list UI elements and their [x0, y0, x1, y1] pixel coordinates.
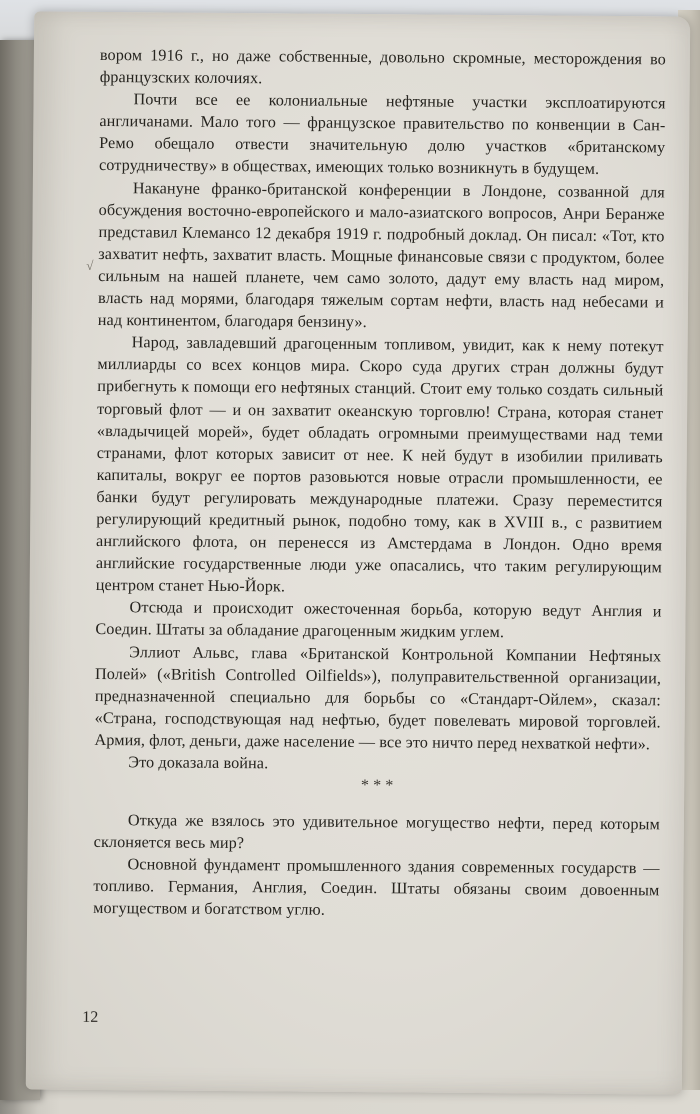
paragraph-continuation: вором 1916 г., но даже собственные, довольно скромные, месторождения во французских колочиях. — [99, 45, 666, 88]
paragraph: Отсюда и происходит ожесточенная борьба, которую ведут Англия и Соедин. Штаты за обладание драгоценным жидким углем. — [95, 598, 662, 642]
page-text — [93, 44, 666, 924]
book-page — [26, 11, 690, 1094]
paragraph: Основной фундамент промышленного здания современных государств — топливо. Германия, Англия, Соедин. Штаты обязаны своим довоенным могуществом и богатством углю. — [93, 855, 660, 920]
paragraph: Эллиот Альвс, глава «Британской Контрольной Компании Нефтяных Полей» («British Controlled Oilfields»), полуправительственной организации, предназначенной специально для борьбы со «Стандарт-Ойлем», сказал: «Страна, господствующая над нефтью, будет повелевать мировой торговлей. Армия, флот, деньги, даже население — все это ничто перед нехваткой нефти». — [94, 642, 662, 754]
paragraph: Откуда же взялось это удивительное могущество нефти, перед которым склоняется весь мир? — [93, 811, 660, 853]
pencil-check-mark: √ — [86, 257, 94, 273]
page-number: 12 — [82, 1008, 99, 1026]
section-divider: * * * — [360, 777, 394, 795]
paragraph: Это доказала война. — [128, 753, 269, 773]
paragraph: Почти все ее колониальные нефтяные участки эксплоатируются англичанами. Мало того — французское правительство по конвенции в Сан-Ремо обещало отвести значительную долю участков «британскому сотрудничеству» в обществах, имеющих только возникнуть в будущем. — [98, 90, 666, 179]
paragraph: Накануне франко-британской конференции в Лондоне, созванной для обсуждения восточно-европейского и мало-азиатского вопросов, Анри Беранже представил Клемансо 12 декабря 1919 г. подробный доклад. Он писал: «Тот, кто захватит нефть, захватит власть. Мощные финансовые связи с продуктом, более сильным на нашей планете, чем само золото, дадут ему власть над миром, власть над морями, благодаря тяжелым сортам нефти, власть над небесами и над континентом, благодаря бензину». — [97, 178, 665, 332]
paragraph: Народ, завладевший драгоценным топливом, увидит, как к нему потекут миллиарды со всех концов мира. Скоро суда других стран должны будут прибегнуть к помощи его нефтяных станций. Стоит ему только создать сильный торговый флот — и он захватит океанскую торговлю! Страна, которая станет «владычицей морей», будет обладать огромными преимуществами над теми странами, флот которых зависит от нее. К ней будут в изобилии приливать капиталы, вокруг ее портов разовьются новые отрасли промышленности, ее банки будут регулировать международные платежи. Сразу переместится регулирующий кредитный рынок, подобно тому, как в XVIII в., с развитием английского флота, он перенесся из Амстердама в Лондон. Одно время английские государственные люди уже опасались, что таким регулирующим центром станет Нью-Йорк. — [95, 333, 664, 596]
